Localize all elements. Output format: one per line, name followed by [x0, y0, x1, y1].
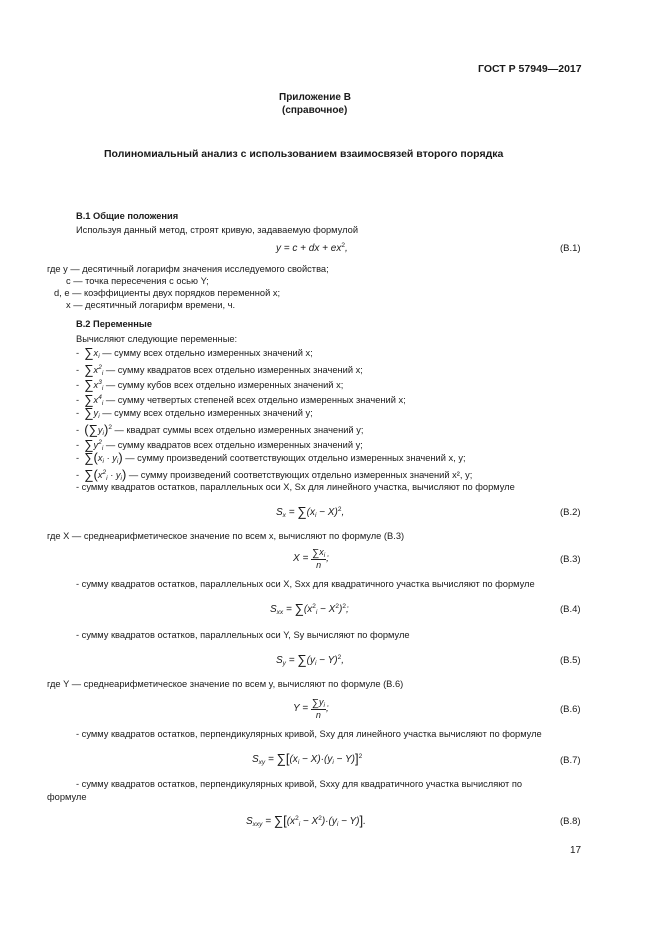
eq-number-b1: (B.1) [560, 243, 581, 254]
appendix-title: Приложение В [279, 92, 351, 103]
line-sxy: - сумму квадратов остатков, перпендикулярных кривой, Sxy для линейного участка вычисляют по формуле [76, 729, 542, 739]
appendix-subtitle: (справочное) [282, 105, 348, 116]
line-sx: - сумму квадратов остатков, параллельных оси X, Sx для линейного участка, вычисляют по формуле [76, 482, 515, 492]
equation-b1: y = c + dx + $ex^2$, [276, 242, 348, 254]
equation-b2: $S_x = \sum(x_i - X)^2$, [276, 504, 345, 519]
where-Y: где Y — среднеарифметическое значение по всем y, вычисляют по формуле (В.6) [47, 679, 404, 689]
list-item: - $\sum x^4_i$ — сумму четвертых степеней всех отдельно измеренных значений x; [76, 392, 406, 407]
eq-number-b4: (B.4) [560, 604, 581, 615]
list-item: - $\sum(x^2_i \cdot y_i)$ — сумму произведений соответствующих отдельно измеренных значений x², y; [76, 467, 473, 482]
eq-number-b6: (B.6) [560, 704, 581, 715]
eq-number-b8: (B.8) [560, 816, 581, 827]
section-b2-heading: В.2 Переменные [76, 319, 153, 329]
standard-number: ГОСТ Р 57949—2017 [478, 63, 582, 75]
section-b2-intro: Вычисляют следующие переменные: [76, 334, 238, 344]
section-b1-intro: Используя данный метод, строят кривую, задаваемую формулой [76, 225, 359, 235]
line-sxxy-2: формуле [47, 792, 87, 802]
where-c: c — точка пересечения с осью Y; [66, 276, 209, 286]
line-sxx: - сумму квадратов остатков, параллельных оси X, Sxx для квадратичного участка вычисляют по формуле [76, 579, 535, 589]
equation-b5: $S_y = \sum(y_i - Y)^2$, [276, 652, 345, 667]
list-item: - $\sum y^2_i$ — сумму квадратов всех отдельно измеренных значений y; [76, 437, 363, 452]
where-y: где y — десятичный логарифм значения исследуемого свойства; [47, 264, 329, 274]
main-title: Полиномиальный анализ с использованием взаимосвязей второго порядка [104, 148, 504, 160]
equation-b7: $S_{xy} = \sum[(x_i - X)\cdot(y_i - Y)]^2$ [252, 751, 363, 766]
eq-number-b7: (B.7) [560, 755, 581, 766]
list-item: - $\sum x^2_i$ — сумму квадратов всех отдельно измеренных значений x; [76, 362, 363, 377]
line-sxxy-1: - сумму квадратов остатков, перпендикулярных кривой, Sxxy для квадратичного участка вычисляют по [76, 779, 523, 789]
eq-number-b2: (B.2) [560, 507, 581, 518]
where-x: x — десятичный логарифм времени, ч. [66, 300, 236, 310]
list-item: - $\sum(x_i \cdot y_i)$ — сумму произведений соответствующих отдельно измеренных значений x, y; [76, 450, 466, 465]
equation-b4: $S_{xx} = \sum(x^2_i - X^2)^2$; [270, 601, 349, 616]
page-number: 17 [570, 845, 582, 856]
list-item: - $\sum x^3_i$ — сумму кубов всех отдельно измеренных значений x; [76, 377, 344, 392]
list-item: - $\sum y_i$ — сумму всех отдельно измеренных значений y; [76, 405, 313, 420]
eq-number-b3: (B.3) [560, 554, 581, 565]
line-sy: - сумму квадратов остатков, параллельных оси Y, Sy вычисляют по формуле [76, 630, 410, 640]
list-item: - $(\sum y_i)^2$ — квадрат суммы всех отдельно измеренных значений y; [76, 422, 364, 437]
equation-b3: X = $\frac{\sum x_i}{n}$ ; [293, 547, 329, 570]
section-b1-heading: В.1 Общие положения [76, 211, 179, 221]
where-de: d, e — коэффициенты двух порядков переменной x; [54, 288, 281, 298]
list-item: - $\sum x_i$ — сумму всех отдельно измеренных значений x; [76, 345, 313, 360]
eq-number-b5: (B.5) [560, 655, 581, 666]
where-X: где X — среднеарифметическое значение по всем x, вычисляют по формуле (В.3) [47, 531, 405, 541]
equation-b6: Y = $\frac{\sum y_i}{n}$ ; [293, 697, 329, 720]
equation-b8: $S_{xxy} = \sum[(x^2_i - X^2)\cdot(y_i - Y)]$. [246, 813, 366, 828]
